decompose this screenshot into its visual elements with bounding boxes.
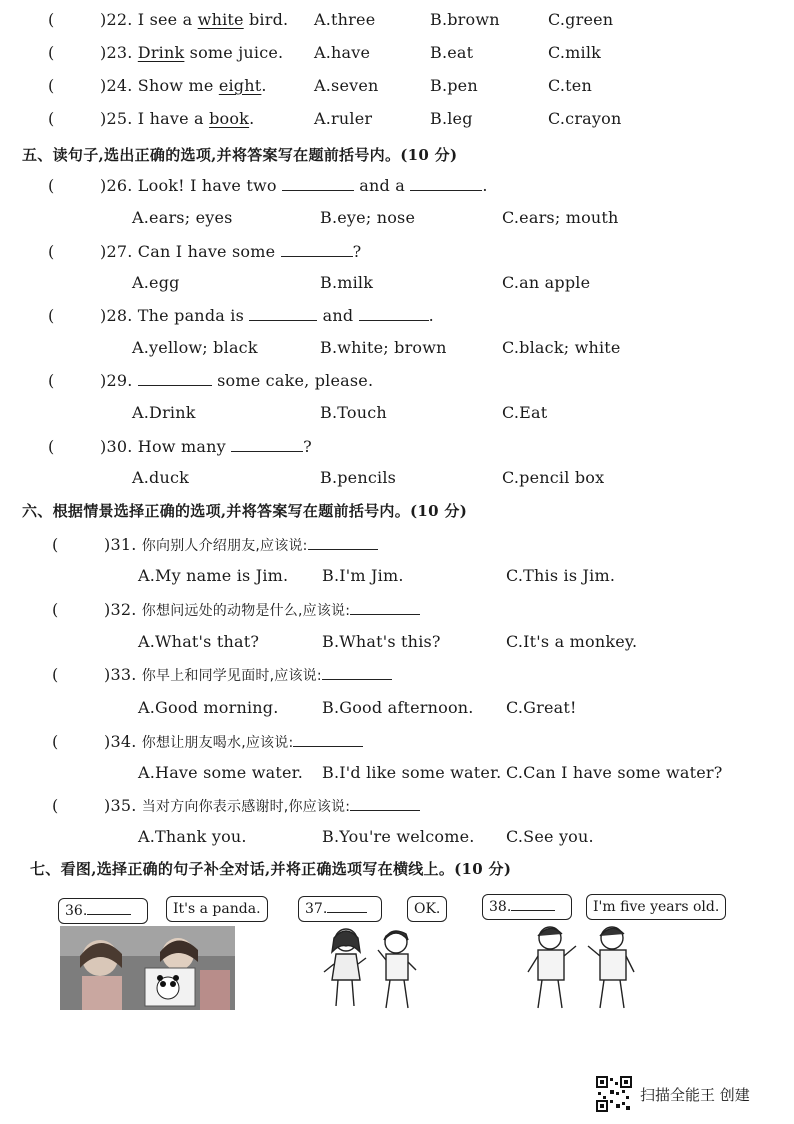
option-c: C.Great! (506, 698, 577, 717)
option-b: B.eat (430, 43, 474, 62)
stem-text: ? (303, 437, 312, 456)
option-b: B.eye; nose (320, 208, 416, 227)
children-with-panda-picture-icon (60, 926, 235, 1010)
option-a: A.duck (132, 468, 190, 487)
option-a: A.What's that? (138, 632, 260, 651)
option-a: A.three (314, 10, 376, 29)
answer-blank[interactable] (293, 732, 363, 747)
answer-blank[interactable] (308, 535, 378, 550)
speech-bubble-37 (298, 896, 382, 922)
option-c: C.black; white (502, 338, 621, 357)
stem-text: Can I have some (137, 242, 276, 261)
question-number: )30. (100, 437, 133, 456)
two-boys-scene (516, 922, 646, 1014)
question-number: )24. (100, 76, 133, 95)
option-b: B.What's this? (322, 632, 441, 651)
option-c: C.pencil box (502, 468, 605, 487)
answer-blank[interactable] (322, 665, 392, 680)
question-number: )26. (100, 176, 133, 195)
stem-text: ? (352, 242, 362, 261)
answer-paren[interactable]: ( (52, 600, 59, 619)
stem-text: . (428, 306, 434, 325)
option-b: B.white; brown (320, 338, 447, 357)
option-c: C.Eat (502, 403, 548, 422)
option-c: C.an apple (502, 273, 591, 292)
speech-bubble-36-reply: It's a panda. (166, 896, 268, 922)
answer-blank[interactable] (410, 176, 482, 191)
answer-paren[interactable]: ( (48, 371, 55, 390)
answer-paren[interactable]: ( (48, 10, 55, 29)
question-stem (100, 109, 254, 128)
underlined-keyword: book (209, 109, 250, 128)
answer-paren[interactable]: ( (48, 437, 55, 456)
question-stem (100, 371, 373, 390)
boys-greeting-icon (516, 922, 646, 1014)
option-c: C.green (548, 10, 614, 29)
question-stem (100, 43, 283, 62)
stem-text: Show me (137, 76, 219, 95)
answer-paren[interactable]: ( (52, 796, 59, 815)
option-b: B.You're welcome. (322, 827, 475, 846)
option-b: B.I'm Jim. (322, 566, 404, 585)
underlined-keyword: eight (218, 76, 262, 95)
answer-paren[interactable]: ( (48, 109, 55, 128)
section-5-title: 五、读句子,选出正确的选项,并将答案写在题前括号内。(10 分) (22, 146, 458, 164)
scanner-brand-label: 扫描全能王 创建 (640, 1086, 750, 1104)
answer-blank[interactable] (138, 371, 212, 386)
option-a: A.ears; eyes (132, 208, 233, 227)
option-c: C.milk (548, 43, 602, 62)
option-a: A.yellow; black (132, 338, 258, 357)
option-a: A.egg (132, 273, 180, 292)
question-stem (100, 306, 434, 325)
question-stem (100, 76, 267, 95)
scenario-text: 你早上和同学见面时,应该说: (141, 668, 322, 684)
bubble-38-number: 38. (489, 899, 512, 915)
answer-blank-37[interactable] (327, 898, 367, 913)
scenario-text: 当对方向你表示感谢时,你应该说: (141, 799, 351, 815)
question-stem (104, 732, 363, 752)
stem-text: Look! I have two (137, 176, 277, 195)
option-c: C.Can I have some water? (506, 763, 723, 782)
bubble-37-number: 37. (305, 901, 328, 917)
girl-and-boy-greeting-icon (318, 922, 428, 1014)
stem-text: some cake, please. (217, 371, 374, 390)
speech-bubble-38 (482, 894, 572, 920)
section-6-title: 六、根据情景选择正确的选项,并将答案写在题前括号内。(10 分) (22, 502, 468, 520)
stem-text: The panda is (137, 306, 245, 325)
question-number: )32. (104, 600, 137, 619)
option-b: B.pencils (320, 468, 397, 487)
option-a: A.seven (314, 76, 379, 95)
stem-text: How many (137, 437, 226, 456)
stem-text: . (249, 109, 255, 128)
answer-paren[interactable]: ( (48, 242, 55, 261)
two-kids-scene (318, 922, 428, 1014)
answer-blank[interactable] (231, 437, 303, 452)
option-b: B.Good afternoon. (322, 698, 474, 717)
stem-text: and (322, 306, 354, 325)
question-number: )22. (100, 10, 133, 29)
photo-panda-scene (60, 926, 235, 1010)
question-number: )28. (100, 306, 133, 325)
answer-blank[interactable] (359, 306, 429, 321)
answer-paren[interactable]: ( (48, 76, 55, 95)
scenario-text: 你想问远处的动物是什么,应该说: (141, 603, 351, 619)
question-stem (104, 665, 392, 685)
scenario-text: 你想让朋友喝水,应该说: (141, 735, 294, 751)
question-stem (104, 535, 378, 555)
answer-paren[interactable]: ( (48, 306, 55, 325)
stem-text: I see a (137, 10, 198, 29)
question-number: )31. (104, 535, 137, 554)
answer-blank[interactable] (249, 306, 317, 321)
speech-bubble-38-reply: I'm five years old. (586, 894, 726, 920)
option-c: C.See you. (506, 827, 594, 846)
answer-blank[interactable] (281, 242, 353, 257)
option-a: A.have (314, 43, 371, 62)
section-7-title: 七、看图,选择正确的句子补全对话,并将正确选项写在横线上。(10 分) (30, 860, 512, 878)
answer-paren[interactable]: ( (48, 43, 55, 62)
question-stem (100, 242, 361, 261)
speech-bubble-37-reply: OK. (407, 896, 447, 922)
underlined-keyword: white (197, 10, 244, 29)
answer-blank[interactable] (282, 176, 354, 191)
option-c: C.ears; mouth (502, 208, 619, 227)
question-stem (104, 600, 420, 620)
option-a: A.Have some water. (138, 763, 304, 782)
answer-paren[interactable]: ( (52, 732, 59, 751)
option-a: A.Good morning. (138, 698, 279, 717)
question-number: )23. (100, 43, 133, 62)
question-number: )35. (104, 796, 137, 815)
answer-paren[interactable]: ( (52, 535, 59, 554)
speech-bubble-36 (58, 898, 148, 924)
option-b: B.milk (320, 273, 374, 292)
question-stem (104, 796, 420, 816)
underlined-keyword: Drink (137, 43, 185, 62)
option-b: B.Touch (320, 403, 387, 422)
stem-text: some juice. (184, 43, 284, 62)
option-a: A.ruler (314, 109, 373, 128)
option-a: A.Drink (132, 403, 196, 422)
option-c: C.crayon (548, 109, 622, 128)
scenario-text: 你向别人介绍朋友,应该说: (141, 538, 308, 554)
answer-paren[interactable]: ( (52, 665, 59, 684)
option-a: A.Thank you. (138, 827, 247, 846)
option-b: B.I'd like some water. (322, 763, 502, 782)
question-stem (100, 176, 488, 195)
option-b: B.pen (430, 76, 478, 95)
bubble-36-number: 36. (65, 903, 88, 919)
option-b: B.brown (430, 10, 500, 29)
option-a: A.My name is Jim. (138, 566, 289, 585)
answer-paren[interactable]: ( (48, 176, 55, 195)
question-number: )33. (104, 665, 137, 684)
question-number: )25. (100, 109, 133, 128)
qr-code-icon (596, 1076, 632, 1112)
stem-text: I have a (137, 109, 210, 128)
option-b: B.leg (430, 109, 473, 128)
stem-text: . (482, 176, 488, 195)
answer-blank[interactable] (350, 600, 420, 615)
option-c: C.It's a monkey. (506, 632, 638, 651)
stem-text: and a (359, 176, 406, 195)
question-number: )29. (100, 371, 133, 390)
stem-text: bird. (243, 10, 289, 29)
answer-blank-36[interactable] (87, 900, 131, 915)
answer-blank-38[interactable] (511, 896, 555, 911)
answer-blank[interactable] (350, 796, 420, 811)
question-number: )27. (100, 242, 133, 261)
question-stem (100, 10, 288, 29)
stem-text: . (261, 76, 267, 95)
question-number: )34. (104, 732, 137, 751)
option-c: C.This is Jim. (506, 566, 616, 585)
option-c: C.ten (548, 76, 592, 95)
question-stem (100, 437, 312, 456)
